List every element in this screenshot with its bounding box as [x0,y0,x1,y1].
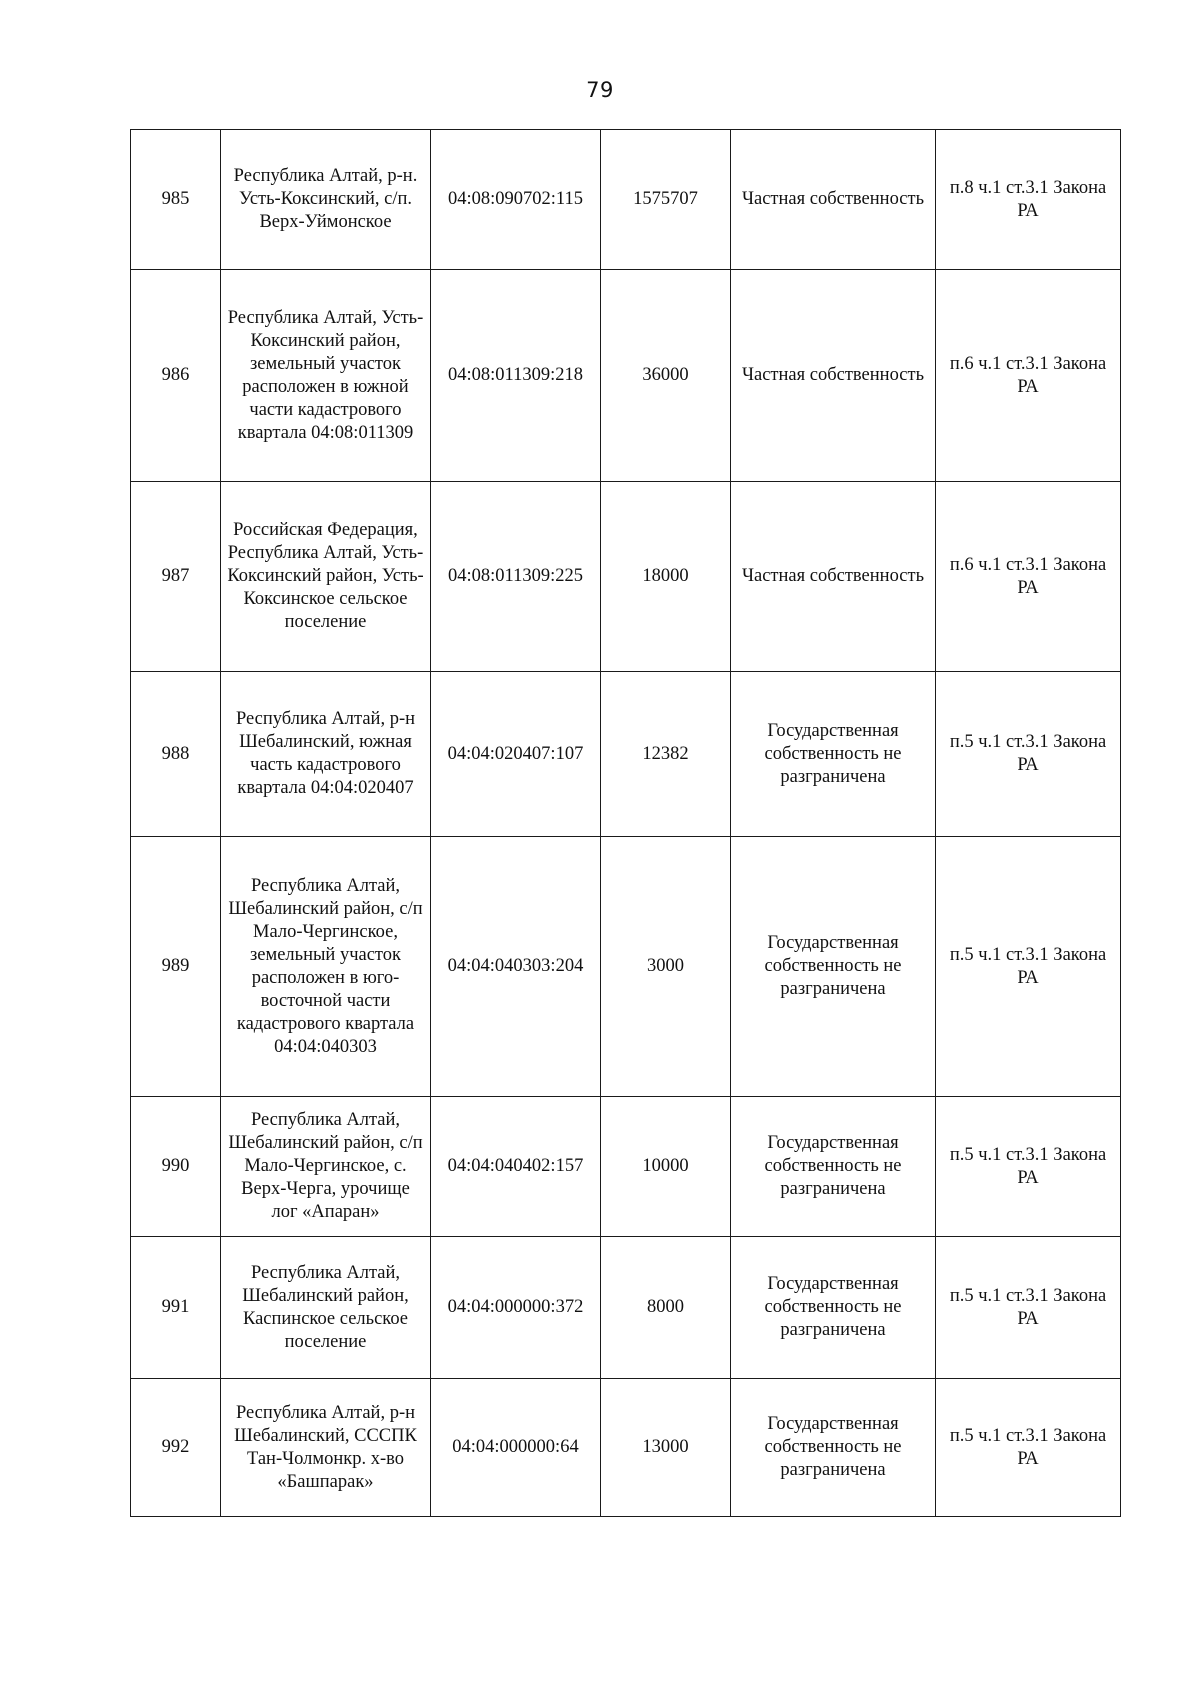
ownership-type: Частная собственность [731,130,936,270]
plot-area: 18000 [601,482,731,672]
table-row [131,482,1121,672]
plot-area: 36000 [601,270,731,482]
cadastral-number: 04:08:090702:115 [431,130,601,270]
row-number: 988 [131,672,221,837]
ownership-type: Государственная собственность не разграничена [731,672,936,837]
ownership-type: Частная собственность [731,482,936,672]
plot-address: Российская Федерация, Республика Алтай, Усть-Коксинский район, Усть-Коксинское сельское поселение [221,482,431,672]
table-row [131,837,1121,1097]
legal-basis: п.5 ч.1 ст.3.1 Закона РА [936,1237,1121,1379]
cadastral-number: 04:04:040402:157 [431,1097,601,1237]
legal-basis: п.5 ч.1 ст.3.1 Закона РА [936,837,1121,1097]
ownership-type: Государственная собственность не разграничена [731,1237,936,1379]
cadastral-number: 04:08:011309:225 [431,482,601,672]
legal-basis: п.6 ч.1 ст.3.1 Закона РА [936,482,1121,672]
plot-area: 13000 [601,1379,731,1517]
legal-basis: п.8 ч.1 ст.3.1 Закона РА [936,130,1121,270]
table-row [131,1237,1121,1379]
legal-basis: п.5 ч.1 ст.3.1 Закона РА [936,1097,1121,1237]
plot-area: 3000 [601,837,731,1097]
legal-basis: п.5 ч.1 ст.3.1 Закона РА [936,672,1121,837]
plot-address: Республика Алтай, р-н. Усть-Коксинский, с/п. Верх-Уймонское [221,130,431,270]
cadastral-number: 04:04:020407:107 [431,672,601,837]
cadastral-number: 04:04:040303:204 [431,837,601,1097]
plot-address: Республика Алтай, Шебалинский район, Каспинское сельское поселение [221,1237,431,1379]
plot-area: 1575707 [601,130,731,270]
table-row [131,672,1121,837]
ownership-type: Государственная собственность не разграничена [731,1097,936,1237]
cadastral-number: 04:04:000000:372 [431,1237,601,1379]
row-number: 985 [131,130,221,270]
table-row [131,1379,1121,1517]
legal-basis: п.6 ч.1 ст.3.1 Закона РА [936,270,1121,482]
row-number: 987 [131,482,221,672]
row-number: 989 [131,837,221,1097]
plot-address: Республика Алтай, р-н Шебалинский, СССПК Тан-Чолмонкр. х-во «Башпарак» [221,1379,431,1517]
table-row [131,270,1121,482]
plot-address: Республика Алтай, Усть-Коксинский район, земельный участок расположен в южной части кадастрового квартала 04:08:011309 [221,270,431,482]
row-number: 991 [131,1237,221,1379]
plot-address: Республика Алтай, р-н Шебалинский, южная часть кадастрового квартала 04:04:020407 [221,672,431,837]
legal-basis: п.5 ч.1 ст.3.1 Закона РА [936,1379,1121,1517]
cadastral-number: 04:08:011309:218 [431,270,601,482]
row-number: 986 [131,270,221,482]
plot-area: 12382 [601,672,731,837]
table-row [131,1097,1121,1237]
table-row [131,130,1121,270]
page-number: 79 [586,78,614,102]
row-number: 992 [131,1379,221,1517]
ownership-type: Государственная собственность не разграничена [731,1379,936,1517]
ownership-type: Частная собственность [731,270,936,482]
plot-area: 8000 [601,1237,731,1379]
ownership-type: Государственная собственность не разграничена [731,837,936,1097]
row-number: 990 [131,1097,221,1237]
cadastral-number: 04:04:000000:64 [431,1379,601,1517]
land-plot-table [130,129,1121,1517]
plot-address: Республика Алтай, Шебалинский район, с/п Мало-Чергинское, земельный участок расположен в юго-восточной части кадастрового квартала 04:04:040303 [221,837,431,1097]
plot-address: Республика Алтай, Шебалинский район, с/п Мало-Чергинское, с. Верх-Черга, урочище лог «Апаран» [221,1097,431,1237]
plot-area: 10000 [601,1097,731,1237]
